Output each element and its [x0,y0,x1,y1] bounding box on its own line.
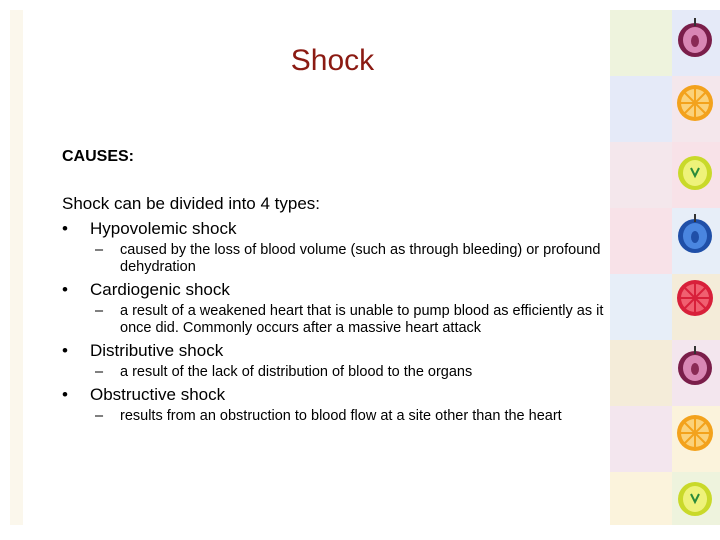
apple-icon [674,344,716,386]
subpoint-obstructive [62,408,610,425]
bullet-label: Distributive shock [90,341,224,360]
decor-cell [610,274,672,340]
orange-slice-icon [674,82,716,124]
decor-cell [610,142,672,208]
bullet-dot: • [62,280,68,299]
causes-heading: CAUSES: [62,148,135,165]
subpoint-cardiogenic [62,303,610,337]
bullet-obstructive [62,385,610,405]
slide-title: Shock [290,44,375,77]
grapefruit-icon [674,277,716,319]
sub-dash: – [95,303,104,319]
bullet-dot: • [62,219,68,238]
bullet-distributive [62,341,610,361]
decor-cell [610,10,672,76]
subpoint-distributive [62,364,610,381]
green-apple-icon [674,150,716,192]
bullet-label: Cardiogenic shock [90,280,230,299]
decor-cell [610,208,672,274]
subpoint-text: results from an obstruction to blood flow at a site other than the heart [120,408,562,424]
decor-cell [610,76,672,142]
blue-apple-icon [674,212,716,254]
sub-dash: – [95,364,104,380]
bullet-dot: • [62,385,68,404]
intro-text: Shock can be divided into 4 types: [62,194,320,213]
left-border-strip [10,10,23,525]
subpoint-text: a result of a weakened heart that is unable to pump blood as efficiently as it once did. Commonly occurs after a massive heart attack [120,303,604,336]
bullet-dot: • [62,341,68,360]
bullet-hypovolemic [62,219,610,239]
apple-icon [674,16,716,58]
decor-cell [610,406,672,472]
bullet-label: Obstructive shock [90,385,226,404]
bullet-label: Hypovolemic shock [90,219,237,238]
subpoint-text: a result of the lack of distribution of blood to the organs [120,364,473,380]
decor-cell [610,472,672,525]
subpoint-hypovolemic [62,242,610,276]
slide-content [62,148,610,429]
sub-dash: – [95,408,104,424]
subpoint-text: caused by the loss of blood volume (such as through bleeding) or profound dehydration [120,242,601,275]
orange-slice-icon [674,412,716,454]
green-apple-icon [674,476,716,518]
decor-cell [610,340,672,406]
bullet-cardiogenic [62,280,610,300]
sub-dash: – [95,242,104,258]
